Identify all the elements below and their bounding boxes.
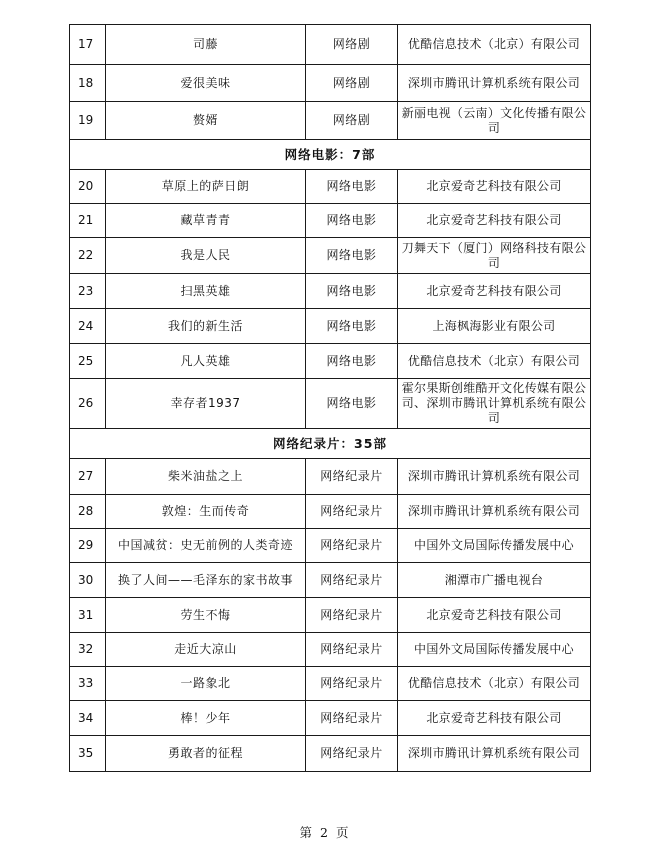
row-number: 22 [70, 238, 106, 274]
row-number: 26 [70, 379, 106, 429]
table-row [70, 344, 591, 379]
work-title: 换了人间——毛泽东的家书故事 [106, 563, 306, 598]
work-category: 网络纪录片 [306, 701, 398, 736]
table-row [70, 667, 591, 701]
work-title: 柴米油盐之上 [106, 459, 306, 495]
table-row [70, 529, 591, 563]
work-title: 我是人民 [106, 238, 306, 274]
row-number: 34 [70, 701, 106, 736]
producer-name: 深圳市腾讯计算机系统有限公司 [398, 65, 591, 102]
section-heading: 网络纪录片：35部 [70, 429, 591, 459]
work-category: 网络电影 [306, 309, 398, 344]
work-category: 网络纪录片 [306, 459, 398, 495]
work-category: 网络电影 [306, 344, 398, 379]
producer-name: 深圳市腾讯计算机系统有限公司 [398, 459, 591, 495]
producer-name: 深圳市腾讯计算机系统有限公司 [398, 495, 591, 529]
producer-name: 北京爱奇艺科技有限公司 [398, 274, 591, 309]
work-title: 幸存者1937 [106, 379, 306, 429]
work-title: 扫黑英雄 [106, 274, 306, 309]
work-title: 草原上的萨日朗 [106, 170, 306, 204]
section-heading-row [70, 140, 591, 170]
row-number: 30 [70, 563, 106, 598]
table-row [70, 379, 591, 429]
producer-name: 霍尔果斯创维酷开文化传媒有限公司、深圳市腾讯计算机系统有限公司 [398, 379, 591, 429]
row-number: 25 [70, 344, 106, 379]
table-row [70, 563, 591, 598]
table-row [70, 204, 591, 238]
listing-table [69, 24, 591, 772]
producer-name: 湘潭市广播电视台 [398, 563, 591, 598]
work-title: 勇敢者的征程 [106, 736, 306, 772]
work-title: 藏草青青 [106, 204, 306, 238]
table-row [70, 25, 591, 65]
work-category: 网络纪录片 [306, 495, 398, 529]
row-number: 20 [70, 170, 106, 204]
producer-name: 新丽电视（云南）文化传播有限公司 [398, 102, 591, 140]
row-number: 23 [70, 274, 106, 309]
producer-name: 优酷信息技术（北京）有限公司 [398, 344, 591, 379]
page-number: 第 2 页 [299, 825, 351, 840]
producer-name: 北京爱奇艺科技有限公司 [398, 598, 591, 633]
work-title: 我们的新生活 [106, 309, 306, 344]
work-category: 网络剧 [306, 102, 398, 140]
row-number: 28 [70, 495, 106, 529]
table-row [70, 633, 591, 667]
work-category: 网络电影 [306, 204, 398, 238]
table-row [70, 495, 591, 529]
work-category: 网络电影 [306, 170, 398, 204]
table-row [70, 238, 591, 274]
table-row [70, 102, 591, 140]
producer-name: 优酷信息技术（北京）有限公司 [398, 667, 591, 701]
row-number: 31 [70, 598, 106, 633]
work-category: 网络剧 [306, 65, 398, 102]
table-row [70, 274, 591, 309]
row-number: 19 [70, 102, 106, 140]
table-row [70, 170, 591, 204]
work-category: 网络纪录片 [306, 633, 398, 667]
work-title: 劳生不悔 [106, 598, 306, 633]
work-title: 中国减贫：史无前例的人类奇迹 [106, 529, 306, 563]
work-category: 网络纪录片 [306, 667, 398, 701]
work-title: 棒！少年 [106, 701, 306, 736]
work-category: 网络电影 [306, 379, 398, 429]
row-number: 35 [70, 736, 106, 772]
producer-name: 北京爱奇艺科技有限公司 [398, 204, 591, 238]
work-title: 敦煌：生而传奇 [106, 495, 306, 529]
work-title: 凡人英雄 [106, 344, 306, 379]
producer-name: 北京爱奇艺科技有限公司 [398, 701, 591, 736]
work-category: 网络电影 [306, 238, 398, 274]
producer-name: 优酷信息技术（北京）有限公司 [398, 25, 591, 65]
work-category: 网络剧 [306, 25, 398, 65]
work-title: 爱很美味 [106, 65, 306, 102]
producer-name: 深圳市腾讯计算机系统有限公司 [398, 736, 591, 772]
work-category: 网络纪录片 [306, 598, 398, 633]
producer-name: 中国外文局国际传播发展中心 [398, 529, 591, 563]
row-number: 29 [70, 529, 106, 563]
work-category: 网络纪录片 [306, 529, 398, 563]
table-row [70, 459, 591, 495]
work-title: 赘婿 [106, 102, 306, 140]
work-category: 网络纪录片 [306, 563, 398, 598]
listing-table-body [70, 25, 591, 772]
row-number: 33 [70, 667, 106, 701]
producer-name: 中国外文局国际传播发展中心 [398, 633, 591, 667]
table-row [70, 65, 591, 102]
table-row [70, 309, 591, 344]
section-heading-row [70, 429, 591, 459]
table-row [70, 701, 591, 736]
row-number: 27 [70, 459, 106, 495]
producer-name: 北京爱奇艺科技有限公司 [398, 170, 591, 204]
row-number: 24 [70, 309, 106, 344]
row-number: 17 [70, 25, 106, 65]
table-row [70, 736, 591, 772]
table-row [70, 598, 591, 633]
work-category: 网络电影 [306, 274, 398, 309]
row-number: 32 [70, 633, 106, 667]
section-heading: 网络电影：7部 [70, 140, 591, 170]
work-title: 司藤 [106, 25, 306, 65]
producer-name: 上海枫海影业有限公司 [398, 309, 591, 344]
work-title: 走近大凉山 [106, 633, 306, 667]
work-title: 一路象北 [106, 667, 306, 701]
row-number: 21 [70, 204, 106, 238]
producer-name: 刀舞天下（厦门）网络科技有限公司 [398, 238, 591, 274]
row-number: 18 [70, 65, 106, 102]
work-category: 网络纪录片 [306, 736, 398, 772]
